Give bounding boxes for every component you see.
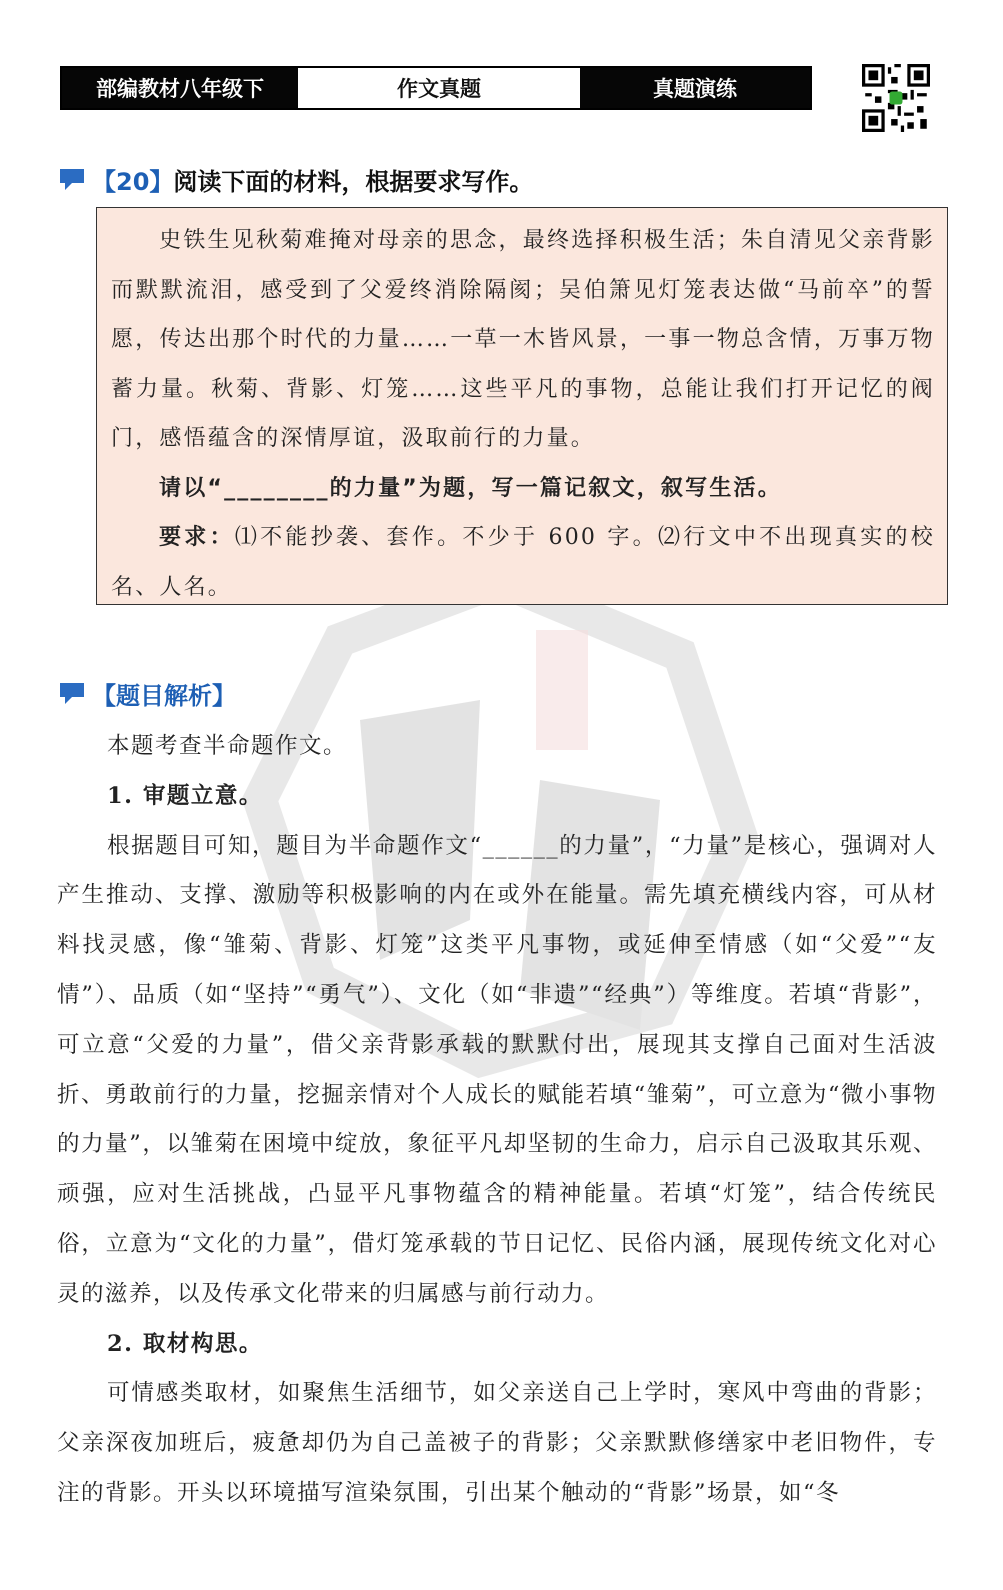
header-practice-label: 真题演练 xyxy=(580,68,810,108)
header-grade-label: 部编教材八年级下 xyxy=(62,68,298,108)
analysis-intro: 本题考查半命题作文。 xyxy=(107,733,348,759)
analysis-title: 【题目解析】 xyxy=(92,682,236,710)
requirements-label: 要求： xyxy=(159,525,235,550)
prompt-blank: ________ xyxy=(224,475,330,501)
qr-code-icon[interactable] xyxy=(862,64,930,132)
speech-bubble-icon xyxy=(58,166,88,194)
question-instruction: 阅读下面的材料，根据要求写作。 xyxy=(173,168,534,196)
prompt-after: 的力量”为题，写一篇记叙文，叙写生活。 xyxy=(329,475,782,501)
section1-text: 根据题目可知，题目为半命题作文“______的力量”，“力量”是核心，强调对人产生推动、支撑、激励等积极影响的内在或外在能量。需先填充横线内容，可从材料找灵感，像“雏菊、背影、灯笼”这类平凡事物，或延伸至情感（如“父爱”“友情”）、品质（如“坚持”“勇气”）、文化（如“非遗”“经典”）等维度。若填“背影”，可立意“父爱的力量”，借父亲背影承载的默默付出，展现其支撑自己面对生活波折、勇敢前行的力量，挖掘亲情对个人成长的赋能若填“雏菊”，可立意为“微小事物的力量”，以雏菊在困境中绽放，象征平凡却坚韧的生命力，启示自己汲取其乐观、顽强，应对生活挑战，凸显平凡事物蕴含的精神能量。若填“灯笼”，结合传统民俗，立意为“文化的力量”，借灯笼承载的节日记忆、民俗内涵，展现传统文化对心灵的滋养，以及传承文化带来的归属感与前行动力。 xyxy=(57,832,937,1307)
requirements xyxy=(111,513,935,612)
section1-title: 1. 审题立意。 xyxy=(107,782,263,809)
question-number: 【20】 xyxy=(92,168,174,196)
question-heading xyxy=(58,162,533,197)
material-paragraph: 史铁生见秋菊难掩对母亲的思念，最终选择积极生活；朱自清见父亲背影而默默流泪，感受到了父爱终消除隔阂；吴伯箫见灯笼表达做“马前卒”的誓愿，传达出那个时代的力量……一草一木皆风景，一事一物总含情，万事万物蓄力量。秋菊、背影、灯笼……这些平凡的事物，总能让我们打开记忆的阀门，感悟蕴含的深情厚谊，汲取前行的力量。 xyxy=(111,228,935,451)
requirements-text: ⑴不能抄袭、套作。不少于 600 字。⑵行文中不出现真实的校名、人名。 xyxy=(111,525,935,600)
section2-text: 可情感类取材，如聚焦生活细节，如父亲送自己上学时，寒风中弯曲的背影；父亲深夜加班后，疲惫却仍为自己盖被子的背影；父亲默默修缮家中老旧物件，专注的背影。开头以环境描写渲染氛围，引出某个触动的“背影”场景，如“冬 xyxy=(57,1380,937,1506)
header-section-label: 作文真题 xyxy=(298,68,580,108)
material-box xyxy=(96,207,948,605)
writing-prompt xyxy=(111,464,935,514)
analysis-body xyxy=(57,722,937,1519)
analysis-heading xyxy=(58,676,236,711)
prompt-before: 请以“ xyxy=(159,475,225,501)
header-bar xyxy=(60,66,812,110)
speech-bubble-icon xyxy=(58,680,88,708)
section2-title: 2. 取材构思。 xyxy=(107,1330,263,1357)
